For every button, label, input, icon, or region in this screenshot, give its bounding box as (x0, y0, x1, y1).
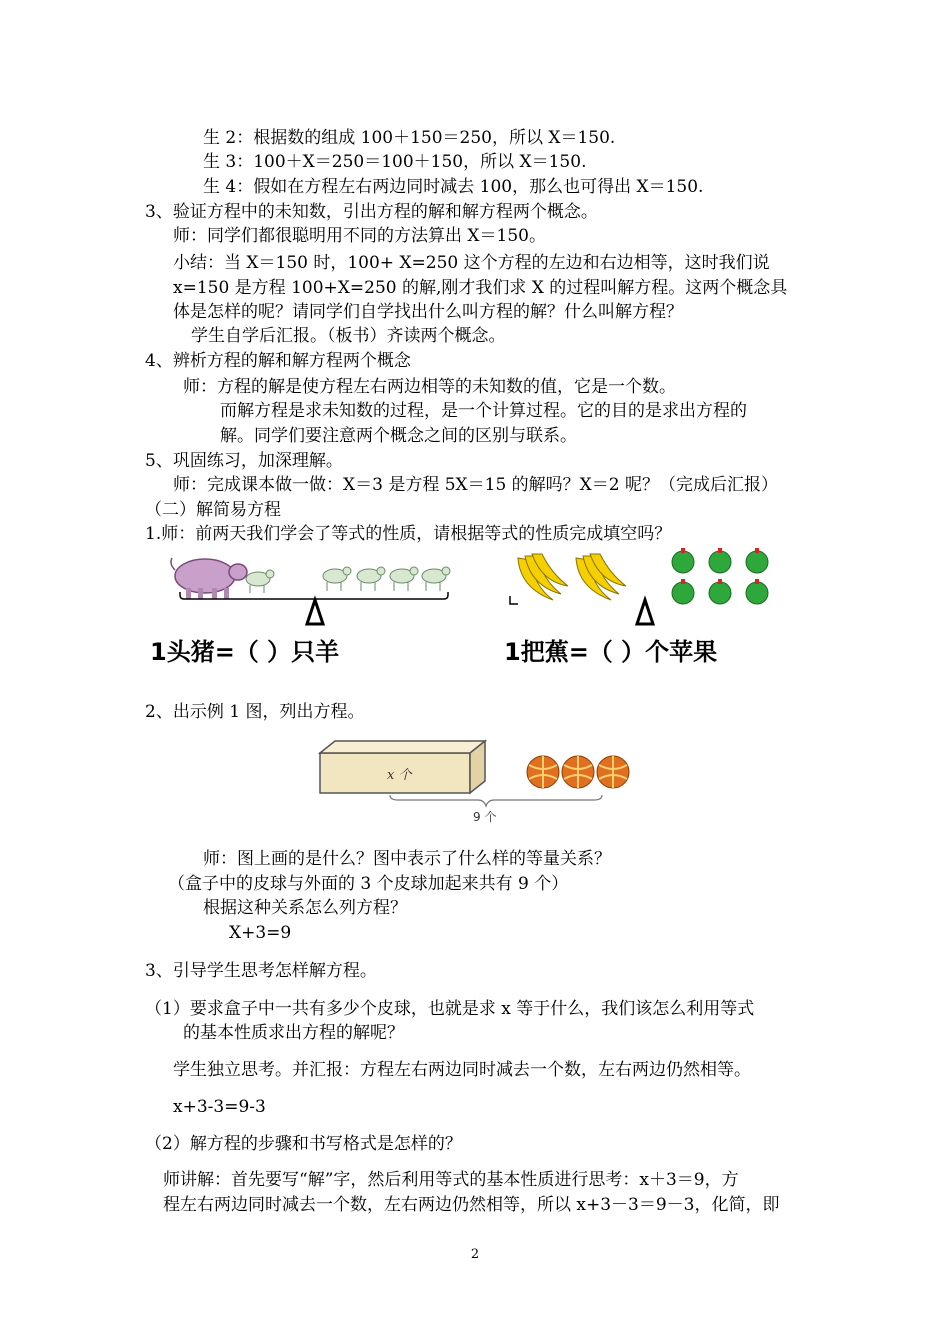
pig-icon (171, 558, 247, 599)
text-line: 的基本性质求出方程的解呢？ (183, 1023, 404, 1043)
scale-fulcrum-icon (307, 600, 323, 624)
text-line: 1.师：前两天我们学会了等式的性质，请根据等式的性质完成填空吗？ (145, 524, 672, 544)
text-line: 师：方程的解是使方程左右两边相等的未知数的值，它是一个数。 (183, 377, 676, 397)
text-line: 师：同学们都很聪明用不同的方法算出 X＝150。 (173, 226, 546, 246)
text-line: 学生自学后汇报。（板书）齐读两个概念。 (191, 326, 506, 346)
ball-icon (597, 756, 629, 788)
section-heading: 4、辨析方程的解和解方程两个概念 (145, 351, 411, 371)
ball-icon (527, 756, 559, 788)
section-heading: 3、验证方程中的未知数，引出方程的解和解方程两个概念。 (145, 202, 598, 222)
fill-blank-banana: 1把蕉=（ ）个苹果 (504, 638, 718, 666)
text-line: 生 2：根据数的组成 100＋150＝250，所以 X＝150. (203, 128, 616, 148)
fill-blank-pig: 1头猪=（ ）只羊 (150, 638, 340, 666)
text-line: 师：图上画的是什么？图中表示了什么样的等量关系？ (203, 849, 611, 869)
text-line: 小结：当 X＝150 时，100+ X=250 这个方程的左边和右边相等，这时我们说 (173, 253, 770, 273)
equation: x+3-3=9-3 (173, 1097, 266, 1117)
section-heading: 3、引导学生思考怎样解方程。 (145, 961, 377, 981)
total-brace (390, 795, 602, 806)
text-line: 生 4：假如在方程左右两边同时减去 100，那么也可得出 X＝150. (203, 177, 704, 197)
text-line: 体是怎样的呢？请同学们自学找出什么叫方程的解？什么叫解方程？ (173, 302, 683, 322)
scale-fulcrum-icon (637, 600, 653, 624)
text-line: 师讲解：首先要写“解”字，然后利用等式的基本性质进行思考：x＋3＝9，方 (163, 1170, 739, 1190)
text-line: 而解方程是求未知数的过程，是一个计算过程。它的目的是求出方程的 (220, 401, 747, 421)
text-line: （2）解方程的步骤和书写格式是怎样的？ (145, 1134, 462, 1154)
scale-hook (510, 596, 518, 604)
sheep-group (323, 567, 450, 591)
sheep-icon (246, 570, 274, 593)
text-line: （盒子中的皮球与外面的 3 个皮球加起来共有 9 个） (168, 874, 569, 894)
text-line: 生 3：100＋X＝250＝100＋150，所以 X＝150. (203, 152, 587, 172)
text-line: 学生独立思考。并汇报：方程左右两边同时减去一个数，左右两边仍然相等。 (173, 1060, 751, 1080)
section-heading: 5、巩固练习，加深理解。 (145, 451, 343, 471)
equation: X+3=9 (229, 923, 292, 943)
scale-beam (180, 592, 448, 599)
text-line: x=150 是方程 100+X=250 的解,刚才我们求 X 的过程叫解方程。这两个概念具 (173, 278, 788, 298)
text-line: 师：完成课本做一做：X＝3 是方程 5X＝15 的解吗？X＝2 呢？（完成后汇报） (173, 475, 779, 495)
text-line: 解。同学们要注意两个概念之间的区别与联系。 (220, 426, 577, 446)
page-number: 2 (470, 1247, 480, 1262)
section-heading: 2、出示例 1 图，列出方程。 (145, 702, 365, 722)
example-figure (315, 735, 655, 830)
text-line: 根据这种关系怎么列方程？ (203, 898, 407, 918)
section-heading: （二）解简易方程 (145, 500, 281, 520)
balance-illustration (0, 548, 950, 638)
text-line: （1）要求盒子中一共有多少个皮球，也就是求 x 等于什么，我们该怎么利用等式 (145, 999, 755, 1019)
ball-icon (562, 756, 594, 788)
apple-group (672, 548, 768, 604)
total-label: 9 个 (473, 810, 497, 824)
banana-icon (576, 554, 626, 600)
text-line: 程左右两边同时减去一个数，左右两边仍然相等，所以 x+3－3＝9－3，化简，即 (163, 1195, 780, 1215)
banana-icon (518, 554, 568, 600)
box-label: x 个 (387, 768, 412, 783)
